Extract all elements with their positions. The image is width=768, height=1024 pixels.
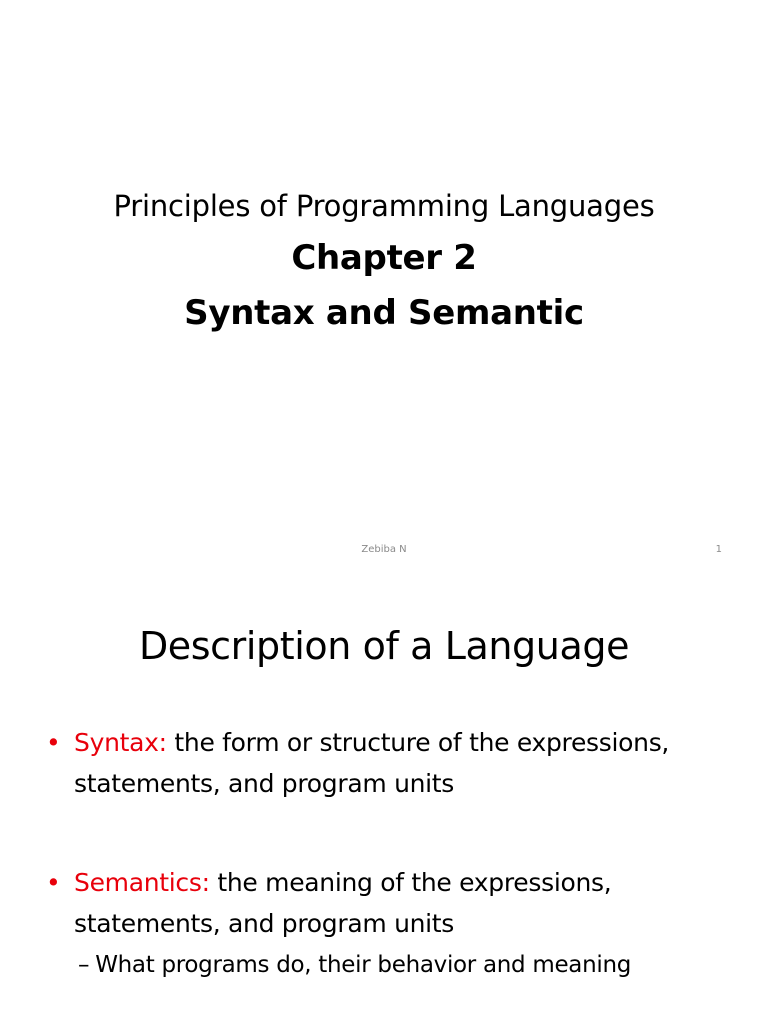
sub-bullet-text: What programs do, their behavior and meaning	[95, 952, 632, 978]
sub-bullet-behavior	[78, 948, 758, 982]
bullet-marker: •	[46, 868, 61, 897]
bullet-term: Syntax:	[74, 728, 167, 757]
bullet-definition: the form or structure of the expressions, statements, and program units	[74, 728, 670, 798]
sub-bullet-marker: –	[78, 952, 90, 978]
chapter-heading: Chapter 2	[291, 238, 477, 278]
bullet-definition: the meaning of the expressions, statements, and program units	[74, 868, 612, 938]
bullet-semantics	[46, 862, 736, 944]
bullet-syntax	[46, 722, 736, 804]
footer-author: Zebiba N	[361, 544, 407, 555]
course-title: Principles of Programming Languages	[113, 189, 655, 223]
slide-heading: Description of a Language	[138, 624, 630, 668]
slide-description	[0, 576, 768, 1024]
bullet-body	[46, 722, 736, 804]
bullet-marker: •	[46, 728, 61, 757]
chapter-topic: Syntax and Semantic	[184, 293, 584, 333]
footer-page-number: 1	[715, 544, 722, 555]
bullet-body	[46, 862, 736, 944]
bullet-term: Semantics:	[74, 868, 210, 897]
